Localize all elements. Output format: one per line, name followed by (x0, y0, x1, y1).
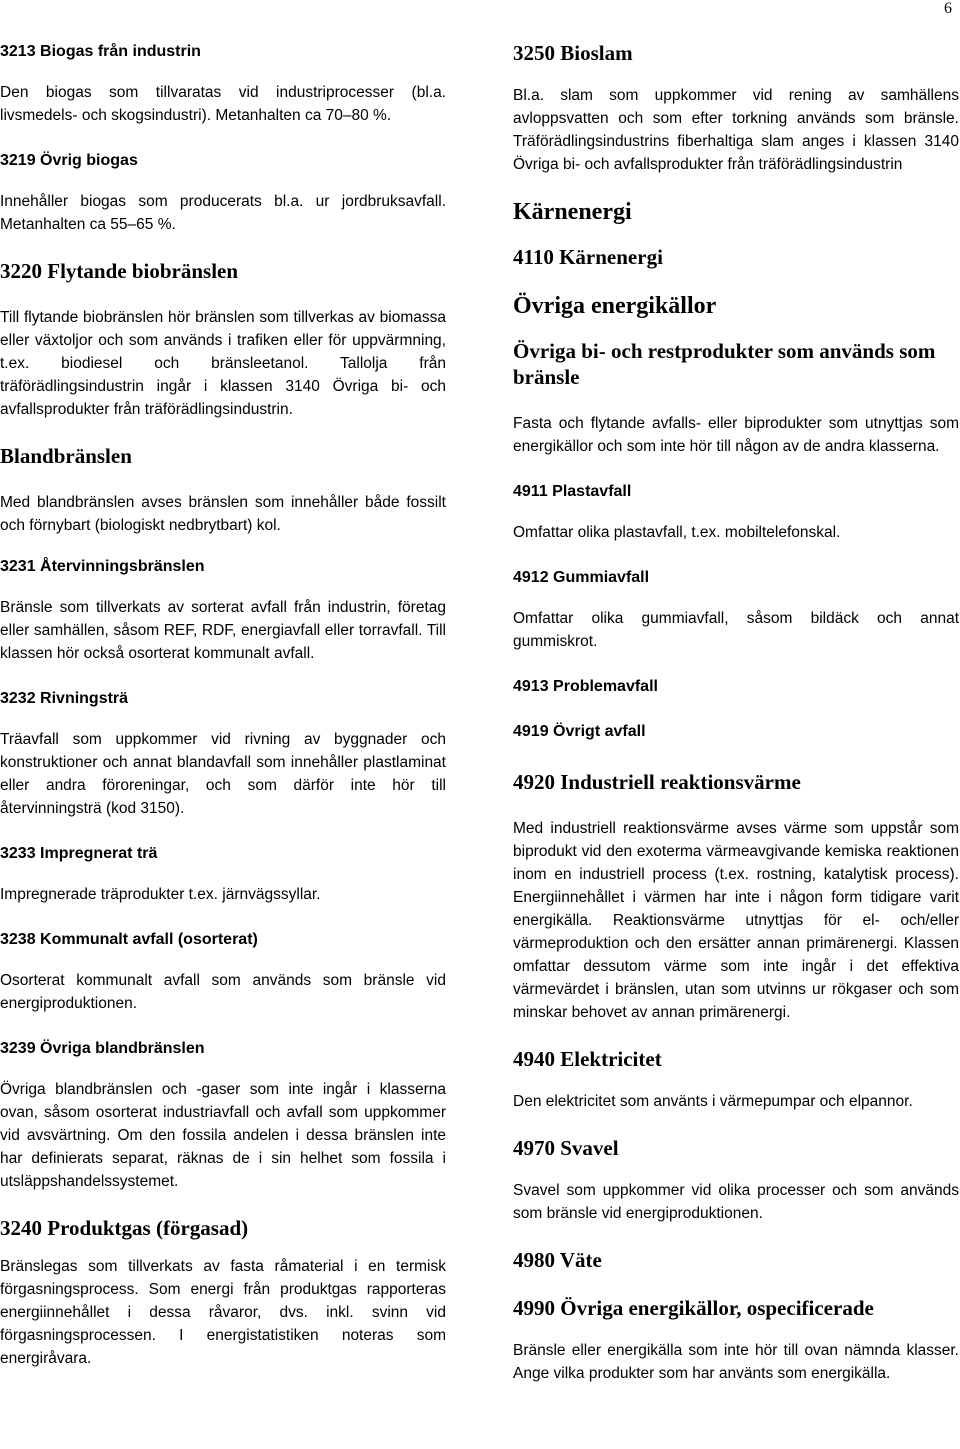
heading-ovriga-bi-och-restprodukter: Övriga bi- och restprodukter som används som bränsle (513, 339, 936, 389)
heading-4913: 4913 Problemavfall (513, 678, 658, 695)
heading-blandbranslen: Blandbränslen (0, 444, 132, 468)
heading-3238: 3238 Kommunalt avfall (osorterat) (0, 931, 258, 948)
heading-karnenergi: Kärnenergi (513, 199, 632, 225)
paragraph-3240: Bränslegas som tillverkats av fasta råmaterial i en termisk förgasningsprocess. Som energi från produktgas rapporteras energiinnehållet i dessa råvaror, dvs. inkl. svinn vid förgasningsprocessen. I energistatistiken noteras som energiråvara. (0, 1258, 446, 1367)
paragraph-3233: Impregnerade träprodukter t.ex. järnvägssyllar. (0, 886, 321, 903)
paragraph-3219: Innehåller biogas som producerats bl.a. ur jordbruksavfall. Metanhalten ca 55–65 %. (0, 193, 446, 233)
paragraph-4912: Omfattar olika gummiavfall, såsom bildäck och annat gummiskrot. (513, 610, 959, 650)
heading-3250: 3250 Bioslam (513, 41, 633, 65)
page-number: 6 (944, 0, 952, 17)
paragraph-4911: Omfattar olika plastavfall, t.ex. mobiltelefonskal. (513, 524, 841, 541)
heading-4920: 4920 Industriell reaktionsvärme (513, 770, 801, 794)
paragraph-3238: Osorterat kommunalt avfall som används som bränsle vid energiproduktionen. (0, 972, 446, 1012)
heading-4912: 4912 Gummiavfall (513, 569, 650, 586)
heading-3213: 3213 Biogas från industrin (0, 43, 201, 60)
paragraph-3231: Bränsle som tillverkats av sorterat avfall från industrin, företag eller samhällen, såsom REF, RDF, energiavfall eller torravfall. Till klassen hör också osorterat kommunalt avfall. (0, 599, 446, 662)
paragraph-4940: Den elektricitet som använts i värmepumpar och elpannor. (513, 1093, 913, 1110)
heading-3220: 3220 Flytande biobränslen (0, 259, 239, 283)
heading-4970: 4970 Svavel (513, 1136, 619, 1160)
left-column (0, 40, 446, 1370)
right-column (513, 40, 959, 1385)
heading-4911: 4911 Plastavfall (513, 483, 632, 500)
paragraph-3239: Övriga blandbränslen och -gaser som inte ingår i klasserna ovan, såsom osorterat industriavfall och avfall som uppkommer vid avsvärtning. Om den fossila andelen i dessa bränslen inte har definierats separat, räknas de i sin helhet som fossila i utsläppshandelssystemet. (0, 1081, 446, 1190)
heading-4919: 4919 Övrigt avfall (513, 723, 646, 740)
paragraph-4920: Med industriell reaktionsvärme avses värme som uppstår som biprodukt vid den exoterma värmeavgivande kemiska reaktionen inom en industriell process (t.ex. rostning, katalytisk process). Energiinnehållet i värmen har inte i någon form tidigare varit energikälla. Reaktionsvärme utnyttjas för el- och/eller värmeproduktion och den ersätter annan primärenergi. Klassen omfattar dessutom värme som inte ingår i det effektiva värmevärdet i bränslen, utan som utvinns ur rökgaser och som minskar behovet av annan primärenergi. (513, 820, 959, 1021)
paragraph-3250: Bl.a. slam som uppkommer vid rening av samhällens avloppsvatten och som efter torkning används som bränsle. Träförädlingsindustrins fiberhaltiga slam anges i klassen 3140 Övriga bi- och avfallsprodukter från träförädlingsindustrin (513, 87, 959, 173)
heading-3239: 3239 Övriga blandbränslen (0, 1040, 205, 1057)
heading-3233: 3233 Impregnerat trä (0, 845, 158, 862)
paragraph-3213: Den biogas som tillvaratas vid industriprocesser (bl.a. livsmedels- och skogsindustri). Metanhalten ca 70–80 %. (0, 84, 446, 124)
paragraph-3232: Träavfall som uppkommer vid rivning av byggnader och konstruktioner och annat blandavfall som innehåller plastlaminat eller andra föroreningar, och som därför inte hör till återvinningsträ (kod 3150). (0, 731, 446, 817)
heading-4940: 4940 Elektricitet (513, 1047, 662, 1071)
heading-3232: 3232 Rivningsträ (0, 690, 129, 707)
heading-3231: 3231 Återvinningsbränslen (0, 558, 205, 575)
heading-4980: 4980 Väte (513, 1248, 602, 1272)
heading-ovriga-energikallor: Övriga energikällor (513, 293, 717, 319)
paragraph-ovriga-bi-och-restprodukter: Fasta och flytande avfalls- eller biprodukter som utnyttjas som energikällor och som inte hör till någon av de andra klasserna. (513, 415, 959, 455)
paragraph-4990: Bränsle eller energikälla som inte hör till ovan nämnda klasser. Ange vilka produkter som har använts som energikälla. (513, 1342, 959, 1382)
paragraph-4970: Svavel som uppkommer vid olika processer och som används som bränsle vid energiproduktionen. (513, 1182, 959, 1222)
heading-3240: 3240 Produktgas (förgasad) (0, 1216, 249, 1240)
heading-3219: 3219 Övrig biogas (0, 152, 138, 169)
paragraph-blandbranslen: Med blandbränslen avses bränslen som innehåller både fossilt och förnybart (biologiskt nedbrytbart) kol. (0, 494, 446, 534)
paragraph-3220: Till flytande biobränslen hör bränslen som tillverkas av biomassa eller växtoljor och som används i trafiken eller för uppvärmning, t.ex. biodiesel och bränsleetanol. Tallolja från träförädlingsindustrin ingår i klassen 3140 Övriga bi- och avfallsprodukter från träförädlingsindustrin. (0, 309, 446, 418)
heading-4110: 4110 Kärnenergi (513, 245, 663, 269)
heading-4990: 4990 Övriga energikällor, ospecificerade (513, 1296, 874, 1320)
